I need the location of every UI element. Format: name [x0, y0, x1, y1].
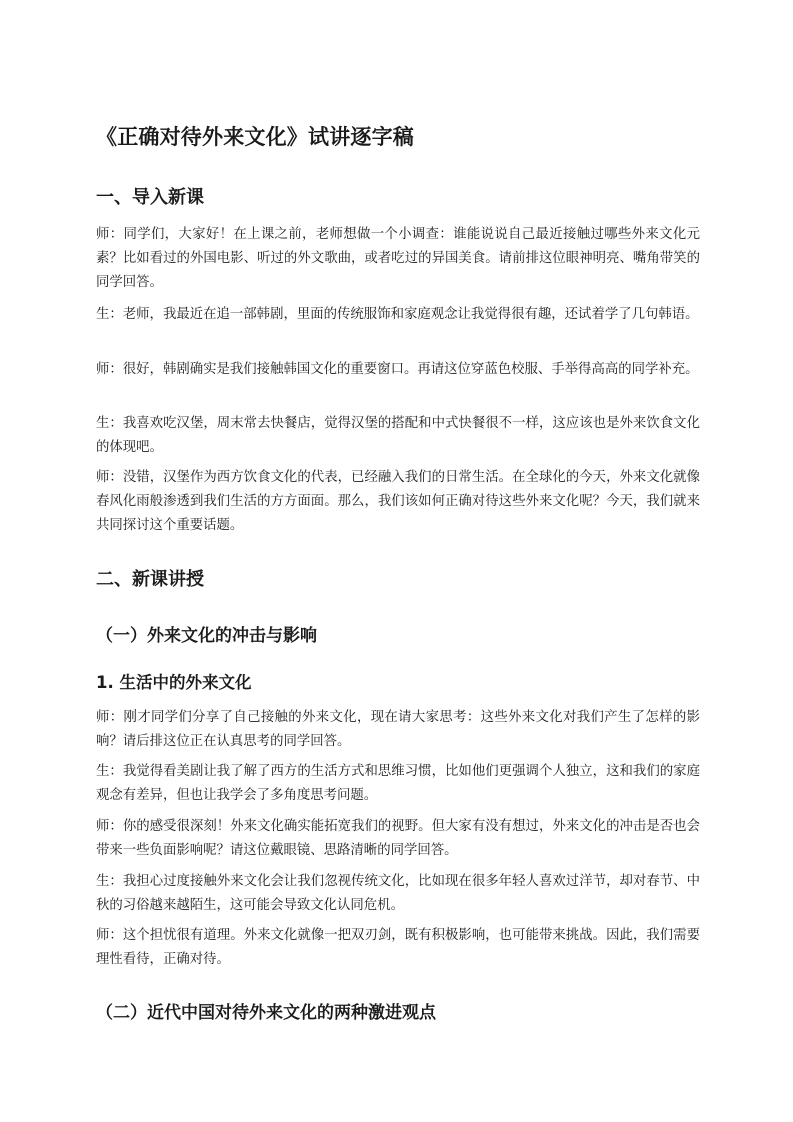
paragraph: 生：老师，我最近在追一部韩剧，里面的传统服饰和家庭观念让我觉得很有趣，还试着学了几句韩语。 — [96, 307, 699, 322]
subsection-heading-views: （二）近代中国对待外来文化的两种激进观点 — [96, 1003, 436, 1023]
paragraph: 生：我觉得看美剧让我了解了西方的生活方式和思维习惯，比如他们更强调个人独立，这和我们的家庭观念有差异，但也让我学会了多角度思考问题。 — [96, 764, 700, 803]
paragraph: 师：刚才同学们分享了自己接触的外来文化，现在请大家思考：这些外来文化对我们产生了怎样的影响？请后排这位正在认真思考的同学回答。 — [96, 710, 700, 749]
paragraph: 师：很好，韩剧确实是我们接触韩国文化的重要窗口。再请这位穿蓝色校服、手举得高高的同学补充。 — [96, 362, 699, 377]
paragraph: 师：你的感受很深刻！外来文化确实能拓宽我们的视野。但大家有没有想过，外来文化的冲击是否也会带来一些负面影响呢？请这位戴眼镜、思路清晰的同学回答。 — [96, 819, 700, 858]
section-heading-lesson: 二、新课讲授 — [96, 569, 204, 590]
paragraph: 师：没错，汉堡作为西方饮食文化的代表，已经融入我们的日常生活。在全球化的今天，外来文化就像春风化雨般渗透到我们生活的方方面面。那么，我们该如何正确对待这些外来文化呢？今天，我们就来共同探讨这个重要话题。 — [96, 470, 700, 533]
paragraph: 生：我担心过度接触外来文化会让我们忽视传统文化，比如现在很多年轻人喜欢过洋节，却对春节、中秋的习俗越来越陌生，这可能会导致文化认同危机。 — [96, 874, 700, 913]
paragraph: 师：这个担忧很有道理。外来文化就像一把双刃剑，既有积极影响，也可能带来挑战。因此，我们需要理性看待，正确对待。 — [96, 928, 700, 967]
paragraph: 生：我喜欢吃汉堡，周末常去快餐店，觉得汉堡的搭配和中式快餐很不一样，这应该也是外来饮食文化的体现吧。 — [96, 416, 700, 455]
section-heading-intro: 一、导入新课 — [96, 187, 204, 208]
subsection-heading-impact: （一）外来文化的冲击与影响 — [96, 626, 317, 646]
paragraph: 师：同学们，大家好！在上课之前，老师想做一个小调查：谁能说说自己最近接触过哪些外来文化元素？比如看过的外国电影、听过的外文歌曲，或者吃过的异国美食。请前排这位眼神明亮、嘴角带笑的同学回答。 — [96, 227, 700, 290]
item-heading-life: 1. 生活中的外来文化 — [96, 673, 252, 692]
document-title: 《正确对待外来文化》试讲逐字稿 — [96, 125, 414, 149]
